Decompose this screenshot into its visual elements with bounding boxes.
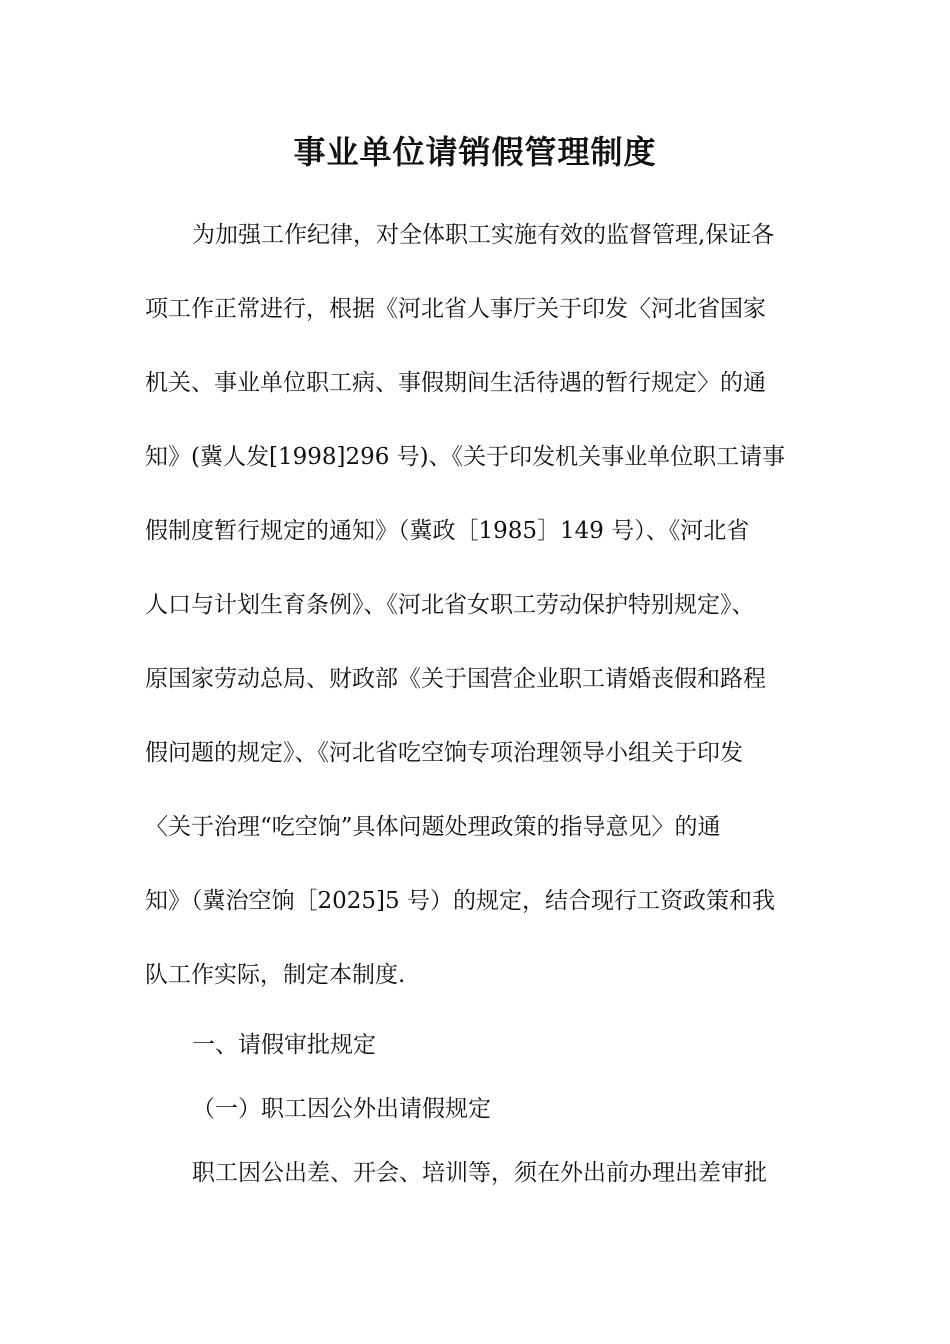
paragraph-line: 人口与计划生育条例》、《河北省女职工劳动保护特别规定》、 — [145, 592, 755, 618]
subsection-heading: （一）职工因公外出请假规定 — [192, 1096, 491, 1122]
paragraph-line: 假制度暂行规定的通知》（冀政［1985］149 号）、《河北省 — [145, 518, 750, 544]
paragraph-line: 知》（冀治空饷［2025]5 号）的规定，结合现行工资政策和我 — [145, 888, 775, 914]
document-title: 事业单位请销假管理制度 — [293, 133, 657, 171]
paragraph-line: 假问题的规定》、《河北省吃空饷专项治理领导小组关于印发 — [145, 740, 743, 766]
paragraph-line: 原国家劳动总局、财政部《关于国营企业职工请婚丧假和路程 — [145, 666, 766, 692]
paragraph-line: 项工作正常进行，根据《河北省人事厅关于印发〈河北省国家 — [145, 296, 766, 322]
paragraph-line: 队工作实际，制定本制度. — [145, 962, 406, 988]
paragraph-line: 机关、事业单位职工病、事假期间生活待遇的暂行规定〉的通 — [145, 370, 766, 396]
paragraph-line: 职工因公出差、开会、培训等，须在外出前办理出差审批 — [192, 1160, 767, 1186]
paragraph-line: 知》(冀人发[1998]296 号)、《关于印发机关事业单位职工请事 — [145, 444, 786, 470]
paragraph-line: 为加强工作纪律，对全体职工实施有效的监督管理,保证各 — [192, 222, 775, 248]
paragraph-line: 〈关于治理“吃空饷”具体问题处理政策的指导意见〉的通 — [145, 814, 721, 840]
section-heading: 一、请假审批规定 — [192, 1032, 376, 1058]
